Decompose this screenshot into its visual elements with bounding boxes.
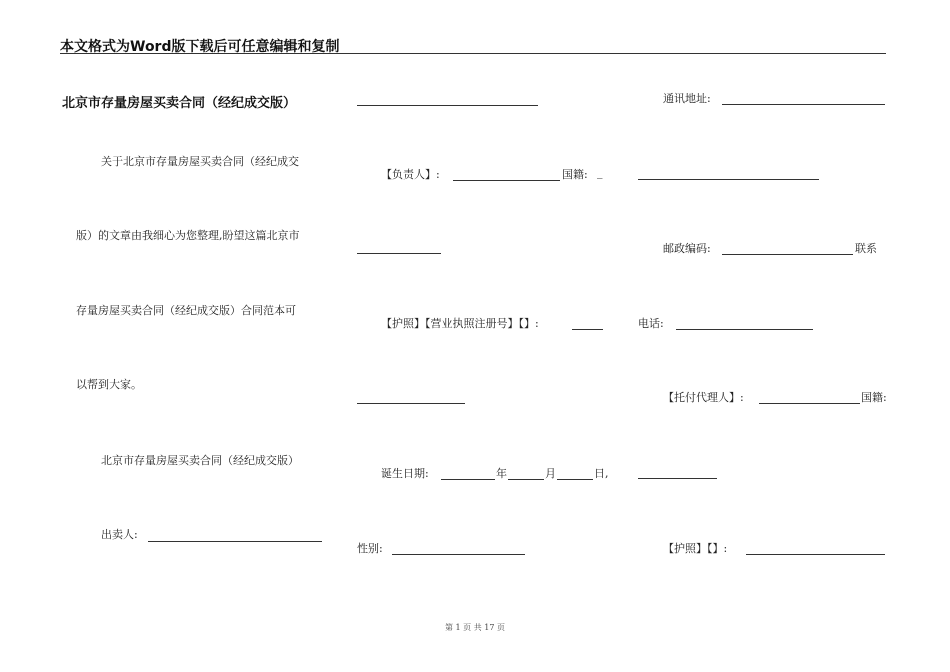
page-number: 第 1 页 共 17 页 [445,623,505,632]
contact-label: 联系 [855,242,877,255]
gender-blank [392,554,525,555]
postal-code-label: 邮政编码: [663,242,711,255]
agent-label: 【托付代理人】: [663,391,744,404]
passport-license-blank [572,329,603,330]
agent-blank [759,403,860,404]
address-blank [722,104,885,105]
intro-line-1: 关于北京市存量房屋买卖合同（经纪成交 [101,155,299,168]
document-banner: 本文格式为Word版下载后可任意编辑和复制 [60,39,340,55]
seller-blank [148,541,322,542]
agent-nationality-label: 国籍: [861,391,887,404]
intro-line-4: 以帮到大家。 [76,378,142,391]
blank-line [357,105,538,106]
nationality-label: 国籍: [562,168,588,181]
birth-month-blank [508,479,544,480]
agent-passport-blank [746,554,885,555]
month-label: 月 [545,467,556,480]
birth-date-label: 诞生日期: [381,467,429,480]
birth-day-blank [557,479,593,480]
document-title: 北京市存量房屋买卖合同（经纪成交版） [62,96,297,111]
principal-label: 【负责人】: [381,168,440,181]
address-label: 通讯地址: [663,92,711,105]
day-label: 日, [594,467,609,480]
header-divider [60,53,886,54]
year-label: 年 [496,467,507,480]
blank-line [357,403,465,404]
seller-label: 出卖人: [101,528,138,541]
principal-blank [453,180,560,181]
blank-line [638,478,717,479]
blank-line [357,253,441,254]
phone-label: 电话: [638,317,664,330]
passport-license-label: 【护照】【营业执照注册号】【】: [381,317,539,330]
contract-subtitle: 北京市存量房屋买卖合同（经纪成交版） [101,454,299,467]
birth-year-blank [441,479,495,480]
intro-line-2: 版）的文章由我细心为您整理,盼望这篇北京市 [76,229,300,242]
intro-line-3: 存量房屋买卖合同（经纪成交版）合同范本可 [76,304,296,317]
blank-line [638,179,819,180]
gender-label: 性别: [357,542,383,555]
postal-code-blank [722,254,853,255]
phone-blank [676,329,813,330]
nationality-dash: _ [597,166,603,179]
agent-passport-label: 【护照】【】: [663,542,728,555]
